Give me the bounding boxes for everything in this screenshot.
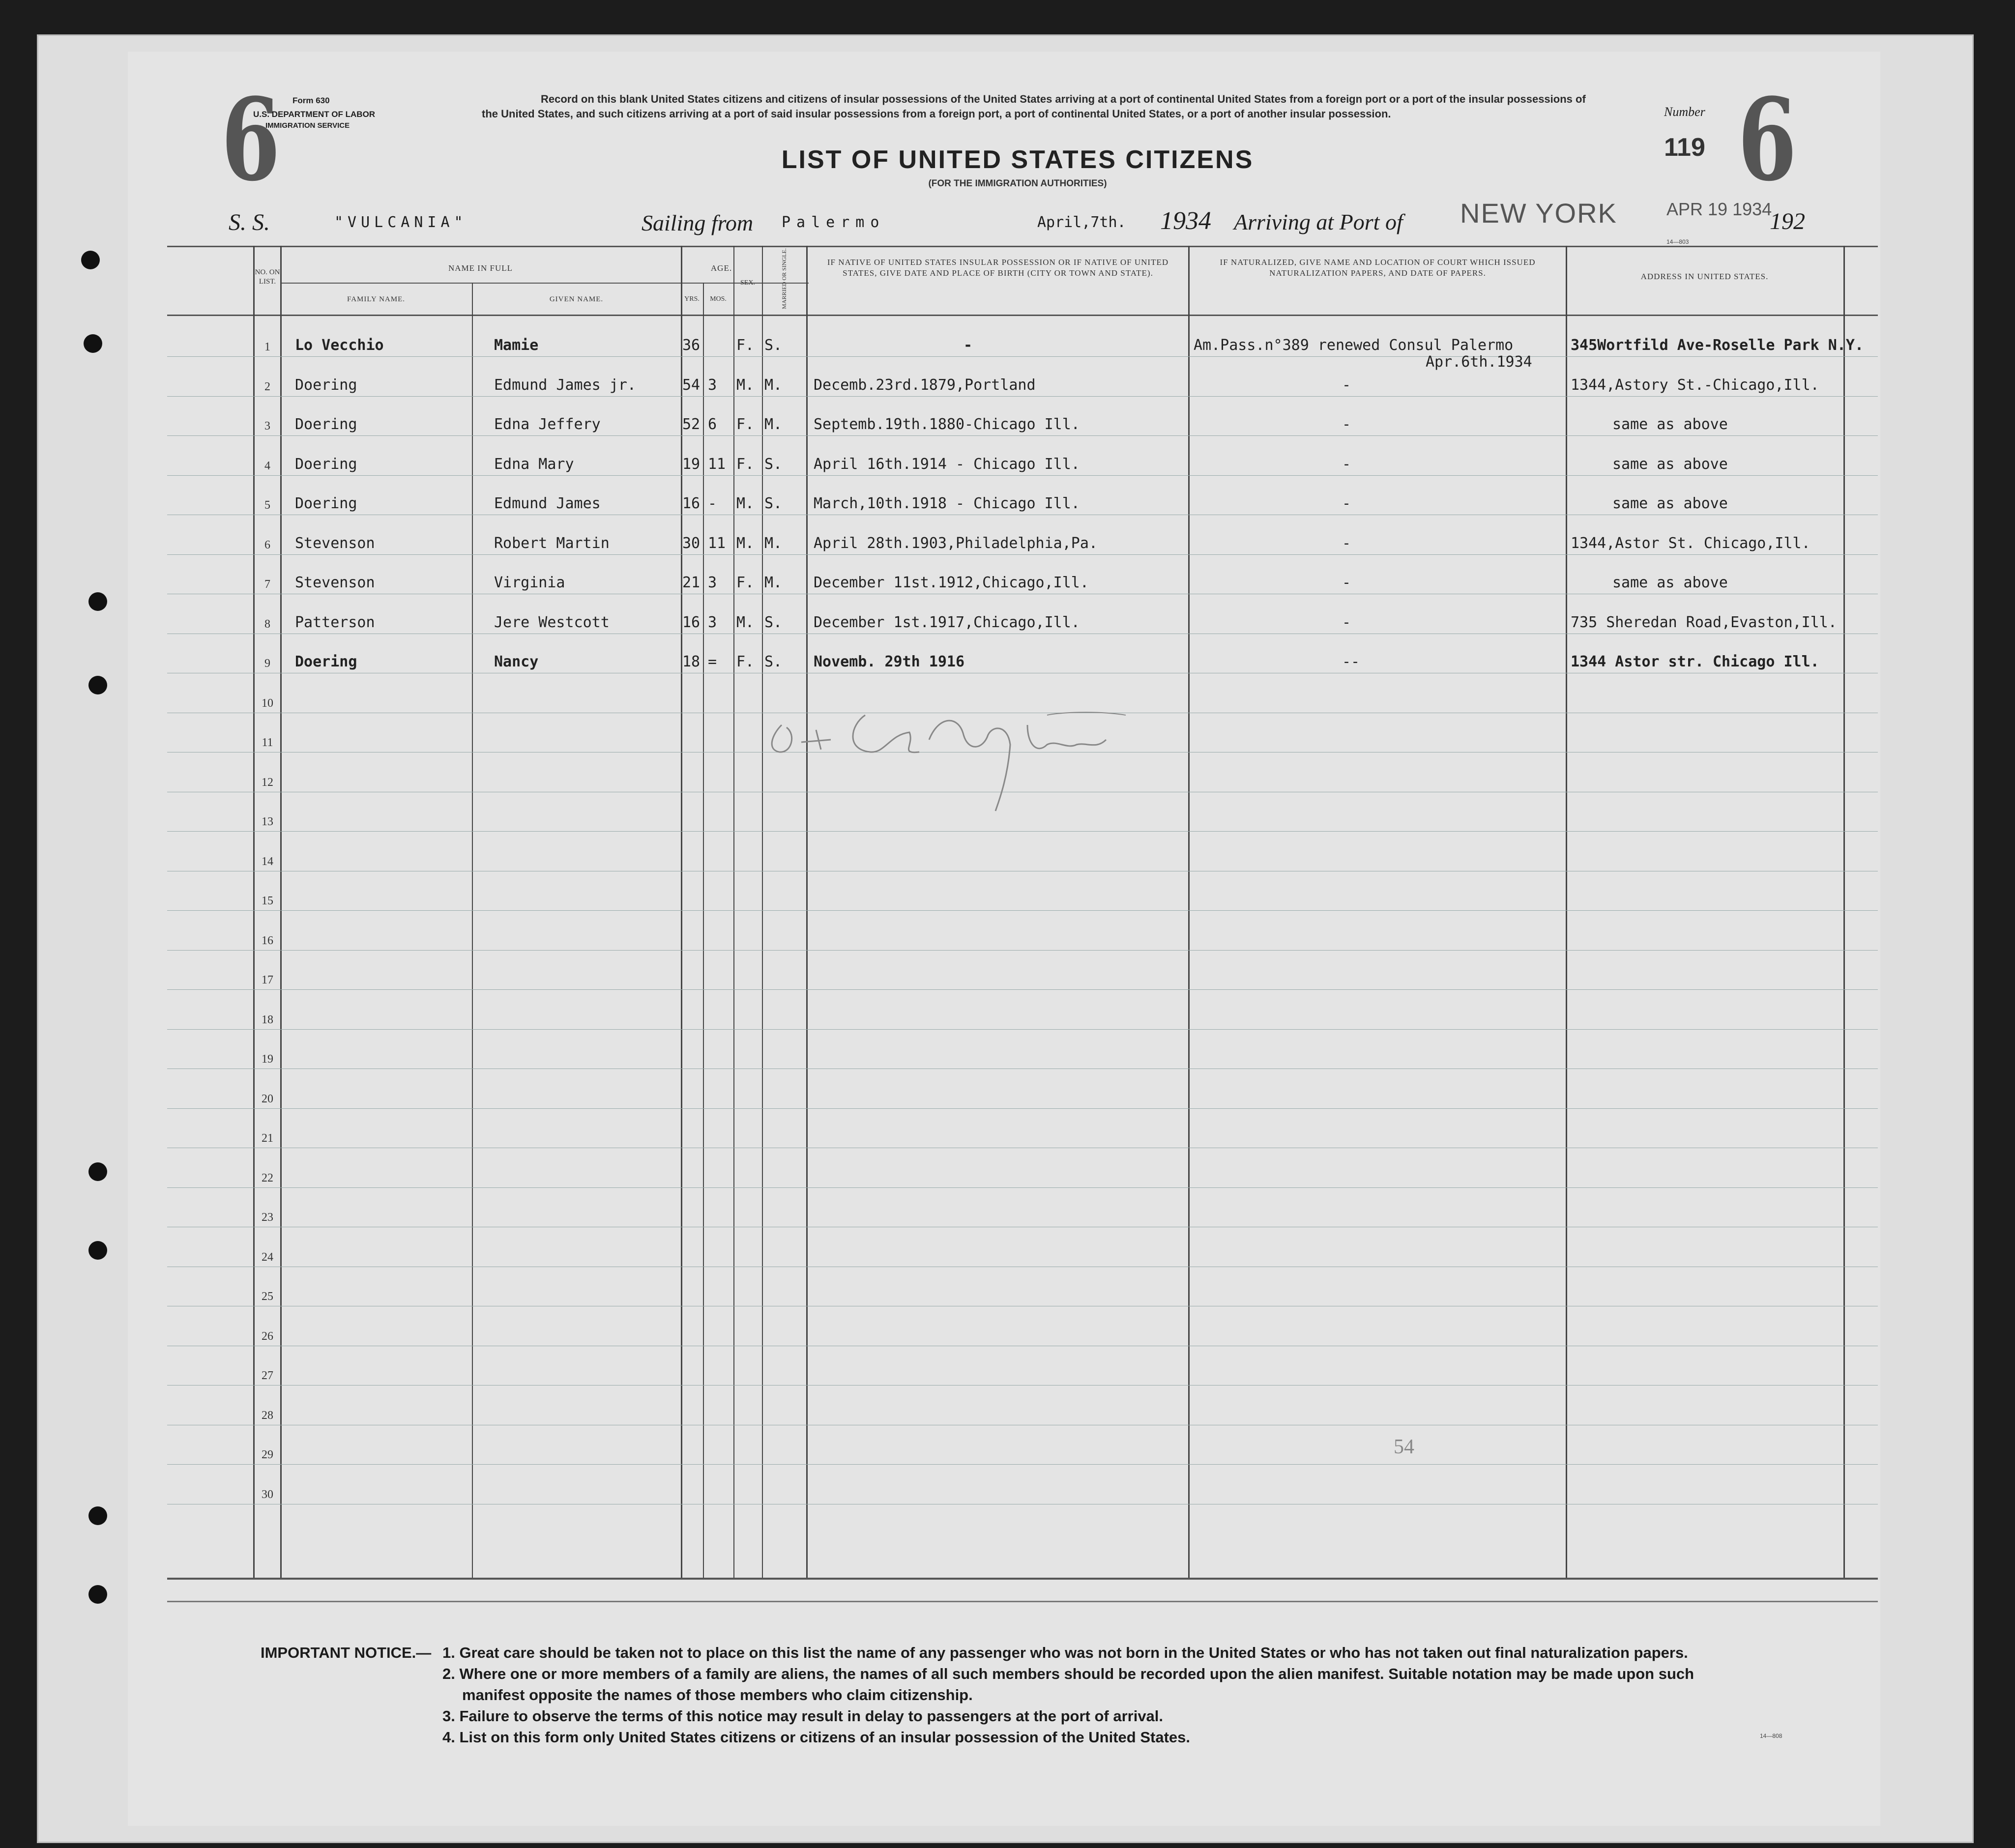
row-number: 28	[262, 1409, 273, 1422]
family-name: Stevenson	[295, 574, 375, 591]
row-number: 6	[264, 538, 270, 551]
sheet-number-right: 6	[1738, 74, 1797, 206]
notice-item-2: 2. Where one or more members of a family are aliens, the names of all such members should be recorded upon the alien manifest. Suitable notation may be made upon such	[442, 1665, 1694, 1682]
row-rule	[167, 435, 1878, 436]
row-number: 22	[262, 1171, 273, 1184]
family-name: Stevenson	[295, 534, 375, 552]
birth-info: December 1st.1917,Chicago,Ill.	[814, 613, 1080, 631]
row-number: 17	[262, 974, 273, 986]
sex: M.	[736, 534, 755, 552]
age-years: 21	[682, 574, 701, 591]
row-number: 7	[264, 578, 270, 591]
page-mark: 54	[1394, 1436, 1414, 1458]
row-number: 18	[262, 1013, 273, 1026]
form-sheet	[128, 52, 1880, 1826]
age-months: 3	[708, 376, 717, 394]
family-name: Doering	[295, 455, 357, 473]
row-number: 20	[262, 1092, 273, 1105]
arrival-date-stamp: APR 19 1934	[1666, 199, 1772, 219]
row-number: 4	[264, 459, 270, 472]
port-from: Palermo	[782, 214, 885, 231]
inspector-signature	[752, 695, 1195, 813]
given-name: Robert Martin	[494, 534, 610, 552]
birth-info: April 28th.1903,Philadelphia,Pa.	[814, 534, 1098, 552]
col-line	[472, 283, 473, 1578]
header-given: GIVEN NAME.	[549, 295, 604, 303]
naturalization-info: -	[1342, 613, 1351, 631]
given-name: Nancy	[494, 653, 539, 670]
punch-hole	[88, 1585, 107, 1604]
age-years: 52	[682, 416, 701, 433]
col-line	[1843, 246, 1845, 1578]
marital-status: M.	[764, 534, 783, 552]
family-name: Doering	[295, 495, 357, 512]
notice-item-1: 1. Great care should be taken not to place on this list the name of any passenger who was not born in the United States or who has not taken out final naturalization papers.	[442, 1644, 1688, 1661]
marital-status: S.	[764, 495, 783, 512]
naturalization-info: -	[1342, 376, 1351, 394]
marital-status: M.	[764, 376, 783, 394]
row-rule	[167, 1385, 1878, 1386]
header-sex: SEX.	[740, 279, 755, 287]
row-number: 29	[262, 1448, 273, 1461]
row-number: 27	[262, 1369, 273, 1382]
naturalization-info: -	[1342, 455, 1351, 473]
row-rule	[167, 831, 1878, 832]
notice-item-4: 4. List on this form only United States citizens or citizens of an insular possession of the United States.	[442, 1729, 1190, 1746]
marital-status: S.	[764, 653, 783, 670]
punch-hole	[84, 334, 102, 353]
birth-info: Septemb.19th.1880-Chicago Ill.	[814, 416, 1080, 433]
birth-info: March,10th.1918 - Chicago Ill.	[814, 495, 1080, 512]
naturalization-info: Am.Pass.n°389 renewed Consul Palermo	[1194, 337, 1514, 354]
marital-status: S.	[764, 455, 783, 473]
sex: M.	[736, 495, 755, 512]
row-number: 11	[262, 736, 273, 749]
us-address: 1344,Astor St. Chicago,Ill.	[1571, 534, 1811, 552]
row-number: 1	[264, 341, 270, 353]
marital-status: S.	[764, 613, 783, 631]
row-rule	[167, 1029, 1878, 1030]
col-line	[733, 246, 734, 1578]
col-line	[806, 246, 808, 1578]
header-name-full: NAME IN FULL	[448, 263, 513, 273]
marital-status: M.	[764, 416, 783, 433]
age-years: 19	[682, 455, 701, 473]
row-number: 8	[264, 617, 270, 631]
row-number: 15	[262, 895, 273, 907]
naturalization-info: -	[1342, 416, 1351, 433]
naturalization-date: Apr.6th.1934	[1426, 353, 1532, 371]
sex: F.	[736, 455, 755, 473]
header-yrs: YRS.	[684, 295, 700, 303]
header-family: FAMILY NAME.	[347, 295, 405, 303]
row-number: 14	[262, 855, 273, 868]
year-written: 1934	[1160, 207, 1211, 235]
punch-hole	[88, 1241, 107, 1260]
age-years: 54	[682, 376, 701, 394]
age-months: 11	[708, 534, 726, 552]
table-bottom-rule	[167, 1578, 1878, 1580]
naturalization-info: -	[1342, 495, 1351, 512]
notice-item-2-cont: manifest opposite the names of those members who claim citizenship.	[462, 1686, 973, 1704]
service: IMMIGRATION SERVICE	[265, 121, 350, 130]
header-mos: MOS.	[710, 295, 727, 303]
us-address: 1344,Astory St.-Chicago,Ill.	[1571, 376, 1819, 394]
family-name: Lo Vecchio	[295, 337, 384, 354]
number-value: 119	[1664, 133, 1705, 162]
row-rule	[167, 1108, 1878, 1109]
age-years: 18	[682, 653, 701, 670]
punch-hole	[88, 592, 107, 611]
sail-date: April,7th.	[1037, 214, 1126, 231]
row-rule	[167, 989, 1878, 990]
col-line	[1566, 246, 1567, 1578]
row-rule	[167, 1464, 1878, 1465]
instructions: Record on this blank United States citizens and citizens of insular possessions of the United States arriving at a port of continental United States from a foreign port or a port of the insular possessions of the United States, and such citizens arriving at a port of said insular possessions from a foreign port, a port of continental United States, or a port of another insular possession.	[482, 93, 1586, 120]
header-married: MARRIED OR SINGLE.	[781, 248, 788, 309]
sailing-label: Sailing from	[642, 210, 754, 235]
punch-hole	[81, 251, 100, 269]
age-months: 3	[708, 613, 717, 631]
sex: F.	[736, 337, 755, 354]
sex: F.	[736, 653, 755, 670]
row-number: 26	[262, 1329, 273, 1343]
given-name: Edna Mary	[494, 455, 574, 473]
punch-hole	[88, 1162, 107, 1181]
header-birth: IF NATIVE OF UNITED STATES INSULAR POSSESSION OR IF NATIVE OF UNITED STATES, GIVE DATE AND PLACE OF BIRTH (CITY OR TOWN AND STATE).	[827, 258, 1169, 278]
row-number: 24	[262, 1250, 273, 1264]
row-rule	[167, 475, 1878, 476]
sex: F.	[736, 574, 755, 591]
marital-status: S.	[764, 337, 783, 354]
punch-hole	[88, 1506, 107, 1525]
header-bottom-rule	[167, 315, 1878, 316]
row-rule	[167, 1187, 1878, 1188]
sex: M.	[736, 376, 755, 394]
row-number: 9	[264, 657, 270, 670]
naturalization-info: --	[1342, 653, 1360, 670]
col-line	[1188, 246, 1190, 1578]
row-number: 25	[262, 1290, 273, 1303]
arriving-label: Arriving at Port of	[1234, 209, 1403, 234]
row-number: 3	[264, 420, 270, 433]
ss-label: S. S.	[229, 209, 270, 235]
row-number: 21	[262, 1132, 273, 1145]
age-years: 16	[682, 613, 701, 631]
marital-status: M.	[764, 574, 783, 591]
family-name: Doering	[295, 416, 357, 433]
us-address: same as above	[1612, 574, 1728, 591]
year-suffix: 192	[1770, 208, 1805, 234]
header-naturalized: IF NATURALIZED, GIVE NAME AND LOCATION OF COURT WHICH ISSUED NATURALIZATION PAPERS, AND DATE OF PAPERS.	[1220, 258, 1536, 278]
notice-label: IMPORTANT NOTICE.—	[261, 1644, 432, 1661]
table-footer-rule	[167, 1601, 1878, 1602]
printer-code: 14—803	[1666, 238, 1689, 245]
birth-info: Novemb. 29th 1916	[814, 653, 965, 670]
age-months: 11	[708, 455, 726, 473]
us-address: 735 Sheredan Road,Evaston,Ill.	[1571, 613, 1837, 631]
naturalization-info: -	[1342, 574, 1351, 591]
birth-info: Decemb.23rd.1879,Portland	[814, 376, 1036, 394]
header-address: ADDRESS IN UNITED STATES.	[1640, 272, 1769, 281]
table-top-rule	[167, 246, 1878, 247]
row-number: 19	[262, 1053, 273, 1066]
row-number: 5	[264, 499, 270, 512]
age-months: 3	[708, 574, 717, 591]
us-address: same as above	[1612, 495, 1728, 512]
age-years: 36	[682, 337, 701, 354]
row-rule	[167, 554, 1878, 555]
row-rule	[167, 910, 1878, 911]
row-number: 16	[262, 934, 273, 947]
notice-item-3: 3. Failure to observe the terms of this notice may result in delay to passengers at the port of arrival.	[442, 1707, 1164, 1725]
age-months: 6	[708, 416, 717, 433]
row-rule	[167, 950, 1878, 951]
birth-info: April 16th.1914 - Chicago Ill.	[814, 455, 1080, 473]
form-number: Form 630	[292, 96, 330, 105]
given-name: Edmund James jr.	[494, 376, 636, 394]
age-years: 30	[682, 534, 701, 552]
number-label: Number	[1664, 105, 1705, 119]
department: U.S. DEPARTMENT OF LABOR	[253, 110, 376, 119]
age-months: =	[708, 653, 717, 670]
row-number: 30	[262, 1488, 273, 1501]
row-number: 12	[262, 776, 273, 789]
sex: F.	[736, 416, 755, 433]
sheet-number-left: 6	[221, 74, 281, 206]
us-address: same as above	[1612, 416, 1728, 433]
given-name: Edna Jeffery	[494, 416, 601, 433]
col-line	[762, 246, 763, 1578]
row-rule	[167, 356, 1878, 357]
row-number: 13	[262, 815, 273, 828]
naturalization-info: -	[1342, 534, 1351, 552]
header-no: NO. ON LIST.	[255, 268, 280, 286]
col-line	[703, 283, 704, 1578]
row-number: 23	[262, 1211, 273, 1224]
form-subtitle: (FOR THE IMMIGRATION AUTHORITIES)	[928, 178, 1107, 189]
given-name: Virginia	[494, 574, 565, 591]
us-address: same as above	[1612, 455, 1728, 473]
given-name: Mamie	[494, 337, 539, 354]
header-age: AGE.	[710, 263, 732, 273]
port-to-stamp: NEW YORK	[1460, 198, 1617, 229]
age-months: -	[708, 495, 717, 512]
row-number: 2	[264, 380, 270, 393]
sex: M.	[736, 613, 755, 631]
us-address: 345Wortfild Ave-Roselle Park N.Y.	[1571, 337, 1864, 354]
punch-hole	[88, 676, 107, 694]
notice-code: 14—808	[1760, 1732, 1782, 1739]
row-rule	[167, 1068, 1878, 1069]
ship-name: "VULCANIA"	[334, 214, 467, 231]
row-number: 10	[262, 696, 273, 710]
family-name: Doering	[295, 653, 357, 670]
birth-info: -	[964, 337, 973, 354]
given-name: Edmund James	[494, 495, 601, 512]
given-name: Jere Westcott	[494, 613, 610, 631]
family-name: Patterson	[295, 613, 375, 631]
form-title: LIST OF UNITED STATES CITIZENS	[781, 145, 1254, 174]
family-name: Doering	[295, 376, 357, 394]
us-address: 1344 Astor str. Chicago Ill.	[1571, 653, 1819, 670]
name-subheader-rule	[280, 283, 809, 284]
col-line	[681, 246, 682, 1578]
row-rule	[167, 396, 1878, 397]
birth-info: December 11st.1912,Chicago,Ill.	[814, 574, 1089, 591]
age-years: 16	[682, 495, 701, 512]
